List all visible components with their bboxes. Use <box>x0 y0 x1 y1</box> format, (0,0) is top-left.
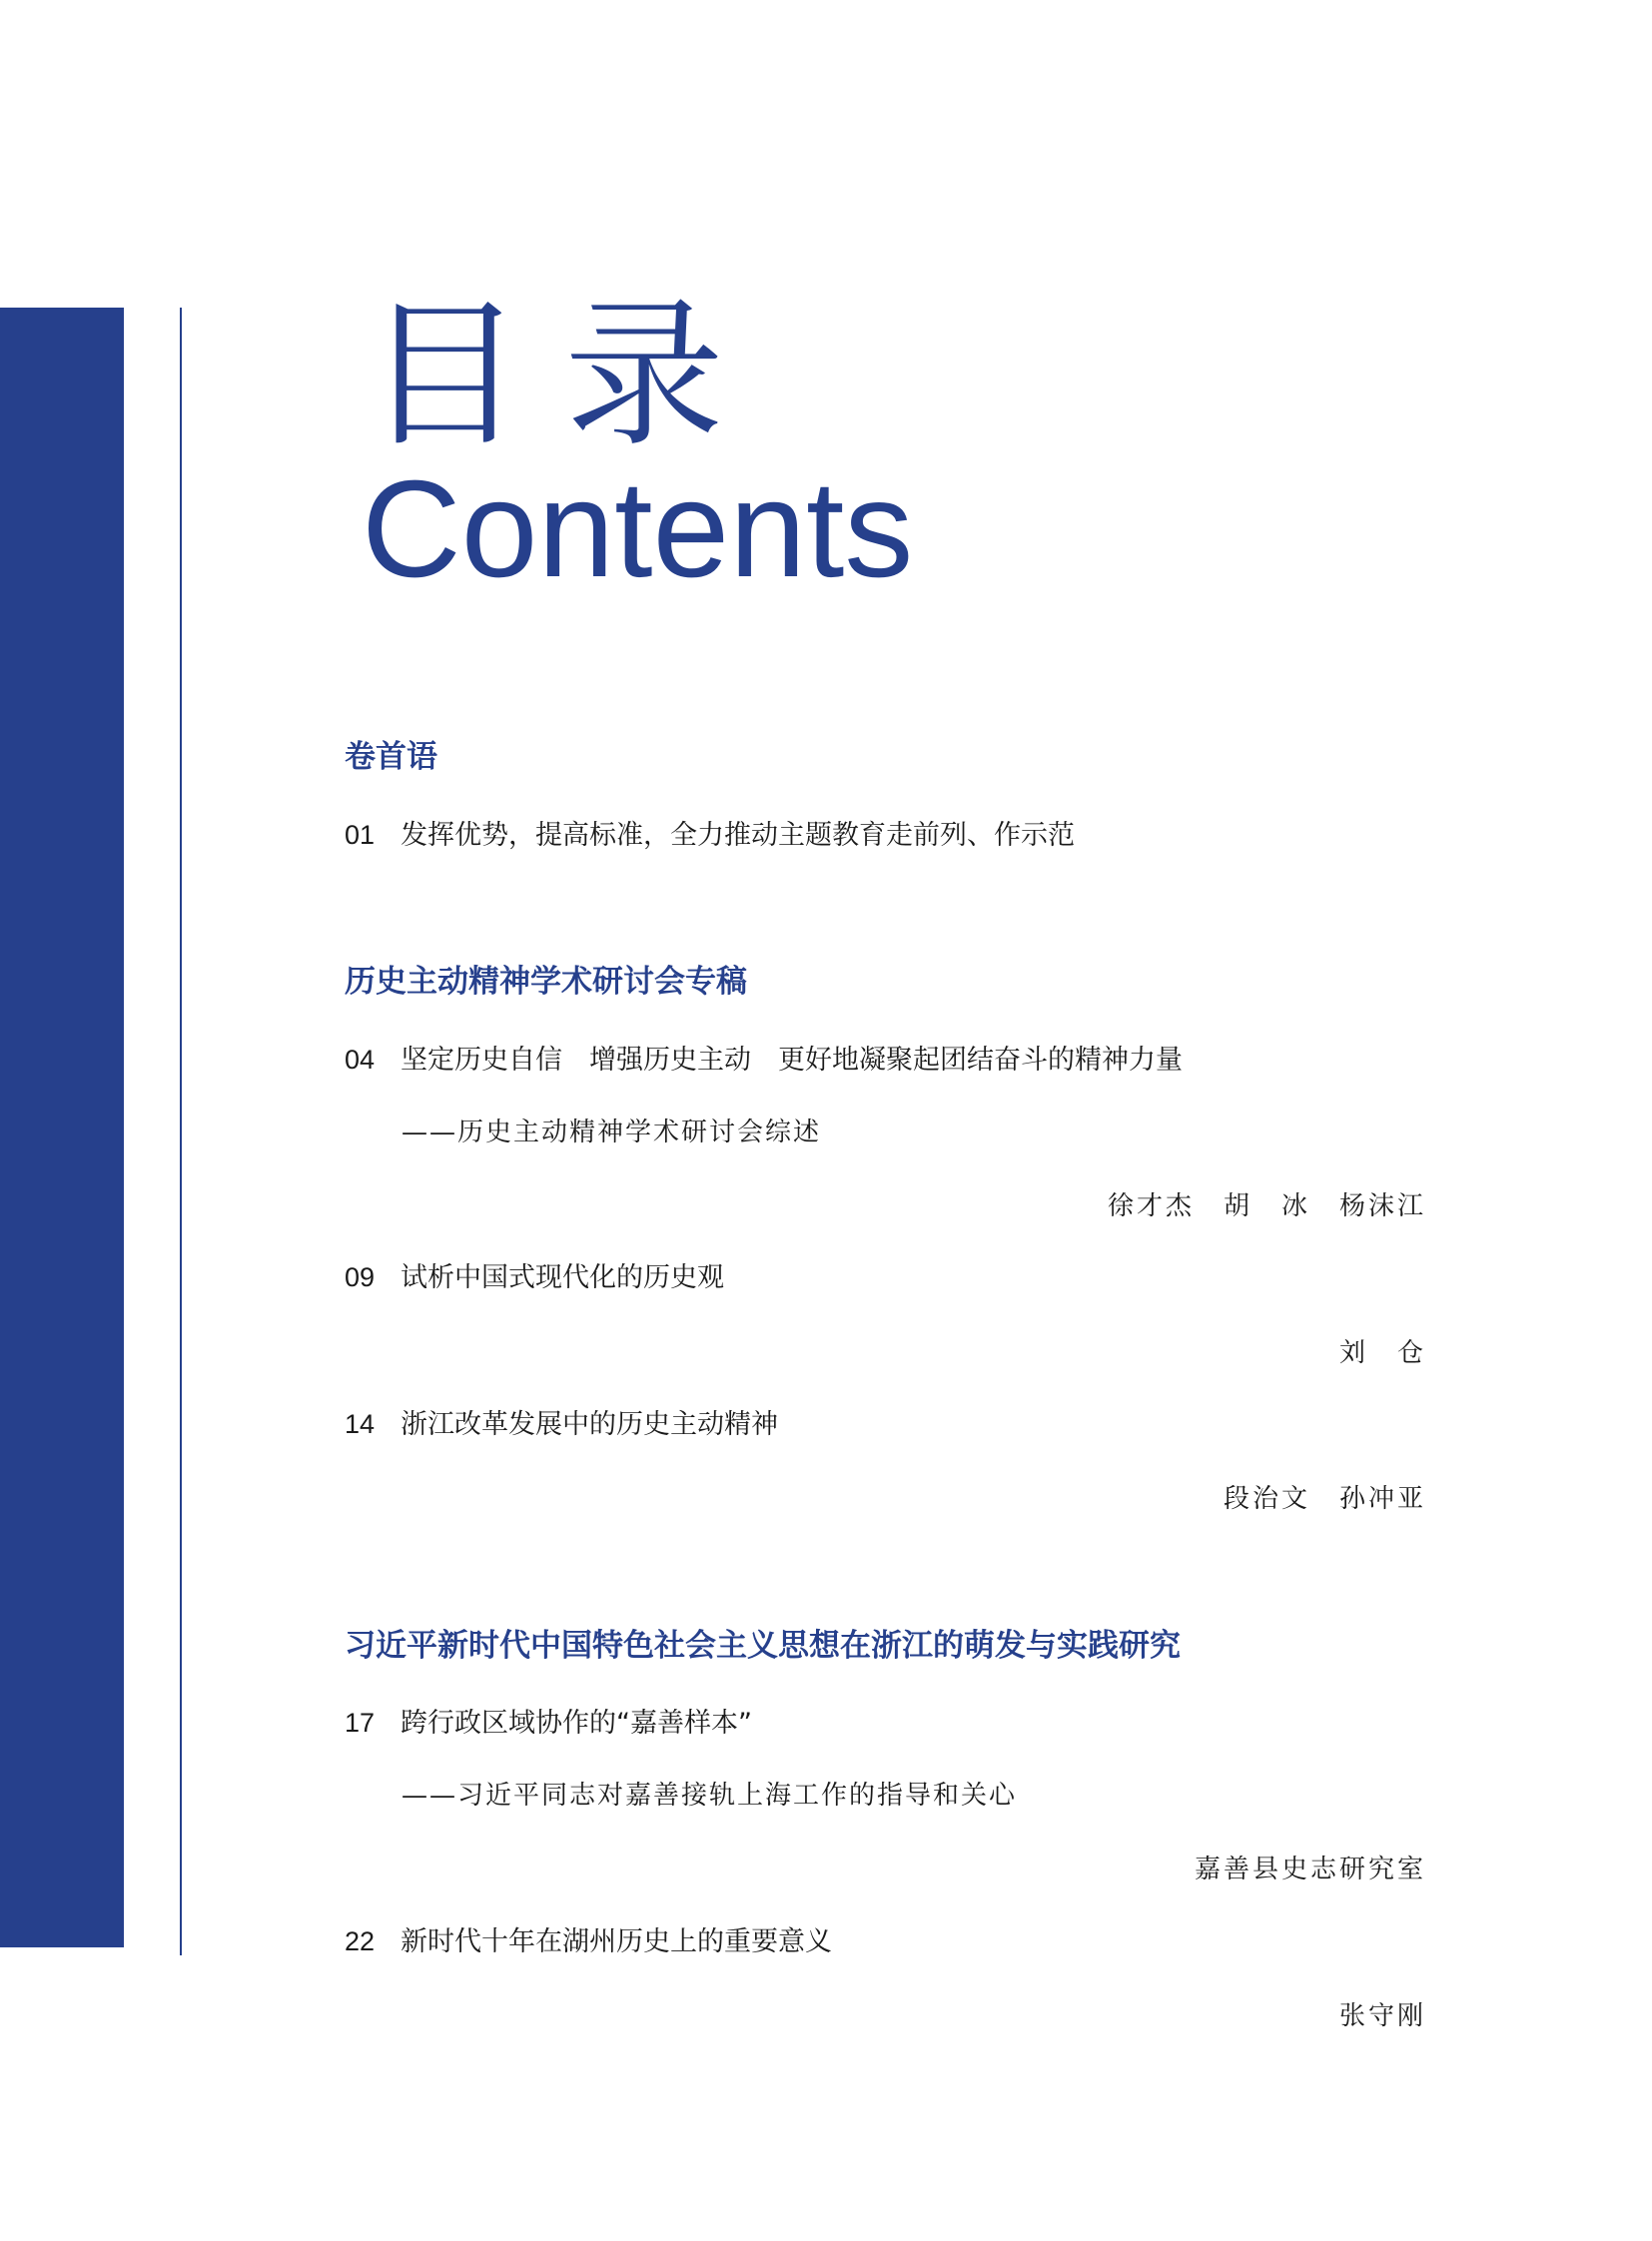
toc-entry-title: 新时代十年在湖州历史上的重要意义 <box>401 1926 832 1957</box>
decorative-side-bar <box>0 308 124 1947</box>
toc-entry-14[interactable] <box>345 1406 778 1443</box>
toc-page-number: 22 <box>345 1926 376 1956</box>
toc-entry-author: 刘 仓 <box>1338 1338 1426 1368</box>
toc-entry-04[interactable] <box>345 1042 1183 1079</box>
page-title-chinese: 目录 <box>365 282 765 468</box>
toc-page-number: 14 <box>345 1409 376 1439</box>
toc-entry-title: 跨行政区域协作的“嘉善样本” <box>401 1708 752 1739</box>
toc-entry-author: 段治文 孙冲亚 <box>1223 1484 1426 1514</box>
toc-page-number: 17 <box>345 1708 376 1738</box>
page-title-english: Contents <box>362 452 914 606</box>
toc-entry-17[interactable] <box>345 1705 752 1742</box>
toc-page-number: 04 <box>345 1045 376 1075</box>
toc-page-number: 01 <box>345 820 376 850</box>
toc-entry-22[interactable] <box>345 1923 832 1960</box>
toc-entry-author: 张守刚 <box>1338 2001 1426 2031</box>
toc-entry-title: 坚定历史自信 增强历史主动 更好地凝聚起团结奋斗的精神力量 <box>401 1045 1183 1076</box>
toc-entry-09[interactable] <box>345 1259 724 1296</box>
toc-entry-title: 浙江改革发展中的历史主动精神 <box>401 1409 778 1440</box>
toc-entry-subtitle: ——习近平同志对嘉善接轨上海工作的指导和关心 <box>402 1781 1018 1811</box>
toc-entry-title: 试析中国式现代化的历史观 <box>401 1262 724 1293</box>
toc-entry-author: 徐才杰 胡 冰 杨沫江 <box>1107 1191 1426 1221</box>
toc-entry-author: 嘉善县史志研究室 <box>1194 1855 1426 1884</box>
toc-entry-01[interactable] <box>345 817 1075 854</box>
decorative-divider-line <box>180 308 182 1955</box>
toc-page-number: 09 <box>345 1262 376 1292</box>
section-heading-symposium: 历史主动精神学术研讨会专稿 <box>345 964 747 1000</box>
section-heading-xi-thought-zhejiang: 习近平新时代中国特色社会主义思想在浙江的萌发与实践研究 <box>345 1628 1181 1664</box>
toc-entry-subtitle: ——历史主动精神学术研讨会综述 <box>402 1118 822 1147</box>
section-heading-preface: 卷首语 <box>345 739 437 775</box>
toc-entry-title: 发挥优势，提高标准，全力推动主题教育走前列、作示范 <box>401 820 1075 851</box>
